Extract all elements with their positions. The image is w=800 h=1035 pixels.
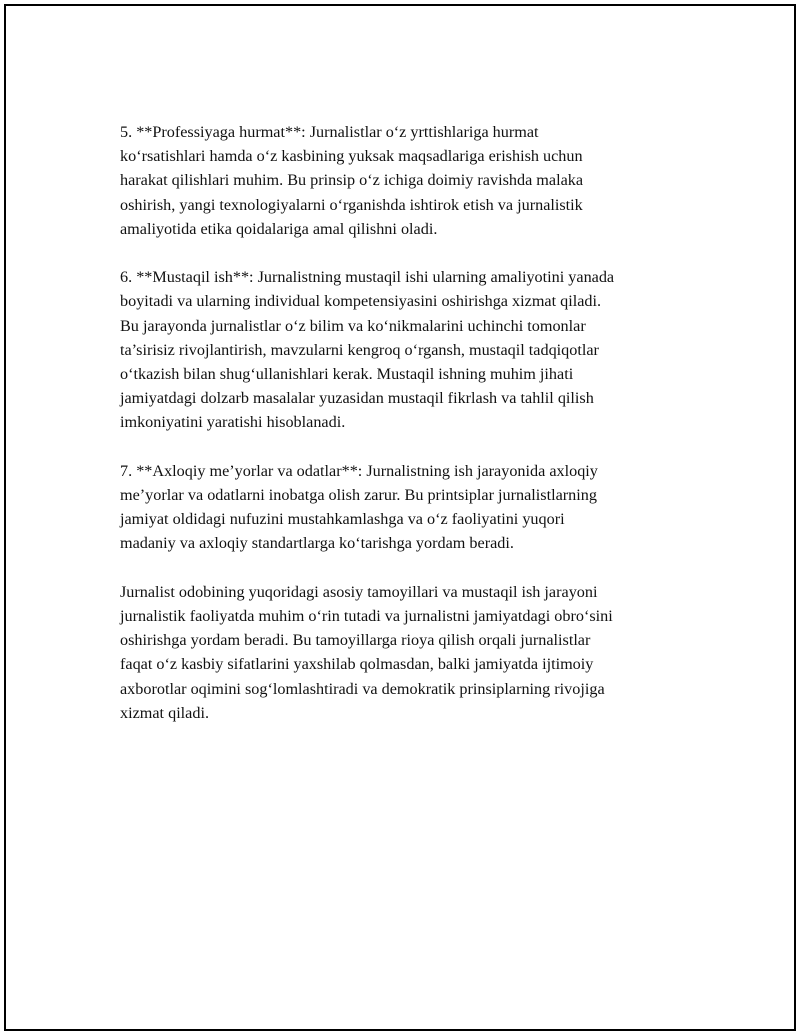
text-line: me’yorlar va odatlarni inobatga olish zarur. Bu printsiplar jurnalistlarning [120, 486, 597, 505]
paragraph-axloqiy-meyorlar [120, 459, 700, 556]
page-content [120, 120, 700, 749]
text-line: axborotlar oqimini sog‘lomlashtiradi va demokratik prinsiplarning rivojiga [120, 679, 605, 698]
text-line: imkoniyatini yaratishi hisoblanadi. [120, 413, 346, 432]
page-frame [4, 4, 796, 1031]
text-line: Bu jarayonda jurnalistlar o‘z bilim va ko‘nikmalarini uchinchi tomonlar [120, 316, 586, 335]
paragraph-conclusion [120, 580, 700, 725]
text-line: oshirishga yordam beradi. Bu tamoyillarga rioya qilish orqali jurnalistlar [120, 631, 591, 650]
text-line: 6. **Mustaqil ish**: Jurnalistning mustaqil ishi ularning amaliyotini yanada [120, 268, 615, 287]
text-line: Jurnalist odobining yuqoridagi asosiy tamoyillari va mustaqil ish jarayoni [120, 582, 598, 601]
text-line: 7. **Axloqiy me’yorlar va odatlar**: Jurnalistning ish jarayonida axloqiy [120, 461, 598, 480]
text-line: jamiyatdagi dolzarb masalalar yuzasidan mustaqil fikrlash va tahlil qilish [120, 389, 594, 408]
paragraph-mustaqil-ish [120, 265, 700, 434]
text-line: jurnalistik faoliyatda muhim o‘rin tutadi va jurnalistni jamiyatdagi obro‘sini [120, 607, 613, 626]
text-line: o‘tkazish bilan shug‘ullanishlari kerak. Mustaqil ishning muhim jihati [120, 365, 574, 384]
text-line: jamiyat oldidagi nufuzini mustahkamlashga va o‘z faoliyatini yuqori [120, 510, 565, 529]
paragraph-professiyaga-hurmat [120, 120, 700, 241]
text-line: ko‘rsatishlari hamda o‘z kasbining yuksak maqsadlariga erishish uchun [120, 147, 583, 166]
text-line: boyitadi va ularning individual kompetensiyasini oshirishga xizmat qiladi. [120, 292, 602, 311]
text-line: madaniy va axloqiy standartlarga ko‘tarishga yordam beradi. [120, 534, 514, 553]
text-line: faqat o‘z kasbiy sifatlarini yaxshilab qolmasdan, balki jamiyatda ijtimoiy [120, 655, 594, 674]
text-line: ta’sirisiz rivojlantirish, mavzularni kengroq o‘rgansh, mustaqil tadqiqotlar [120, 340, 599, 359]
text-line: harakat qilishlari muhim. Bu prinsip o‘z ichiga doimiy ravishda malaka [120, 171, 584, 190]
text-line: amaliyotida etika qoidalariga amal qilishni oladi. [120, 219, 438, 238]
text-line: 5. **Professiyaga hurmat**: Jurnalistlar o‘z yrttishlariga hurmat [120, 123, 539, 141]
text-line: xizmat qiladi. [120, 703, 210, 722]
text-line: oshirish, yangi texnologiyalarni o‘rganishda ishtirok etish va jurnalistik [120, 195, 583, 214]
